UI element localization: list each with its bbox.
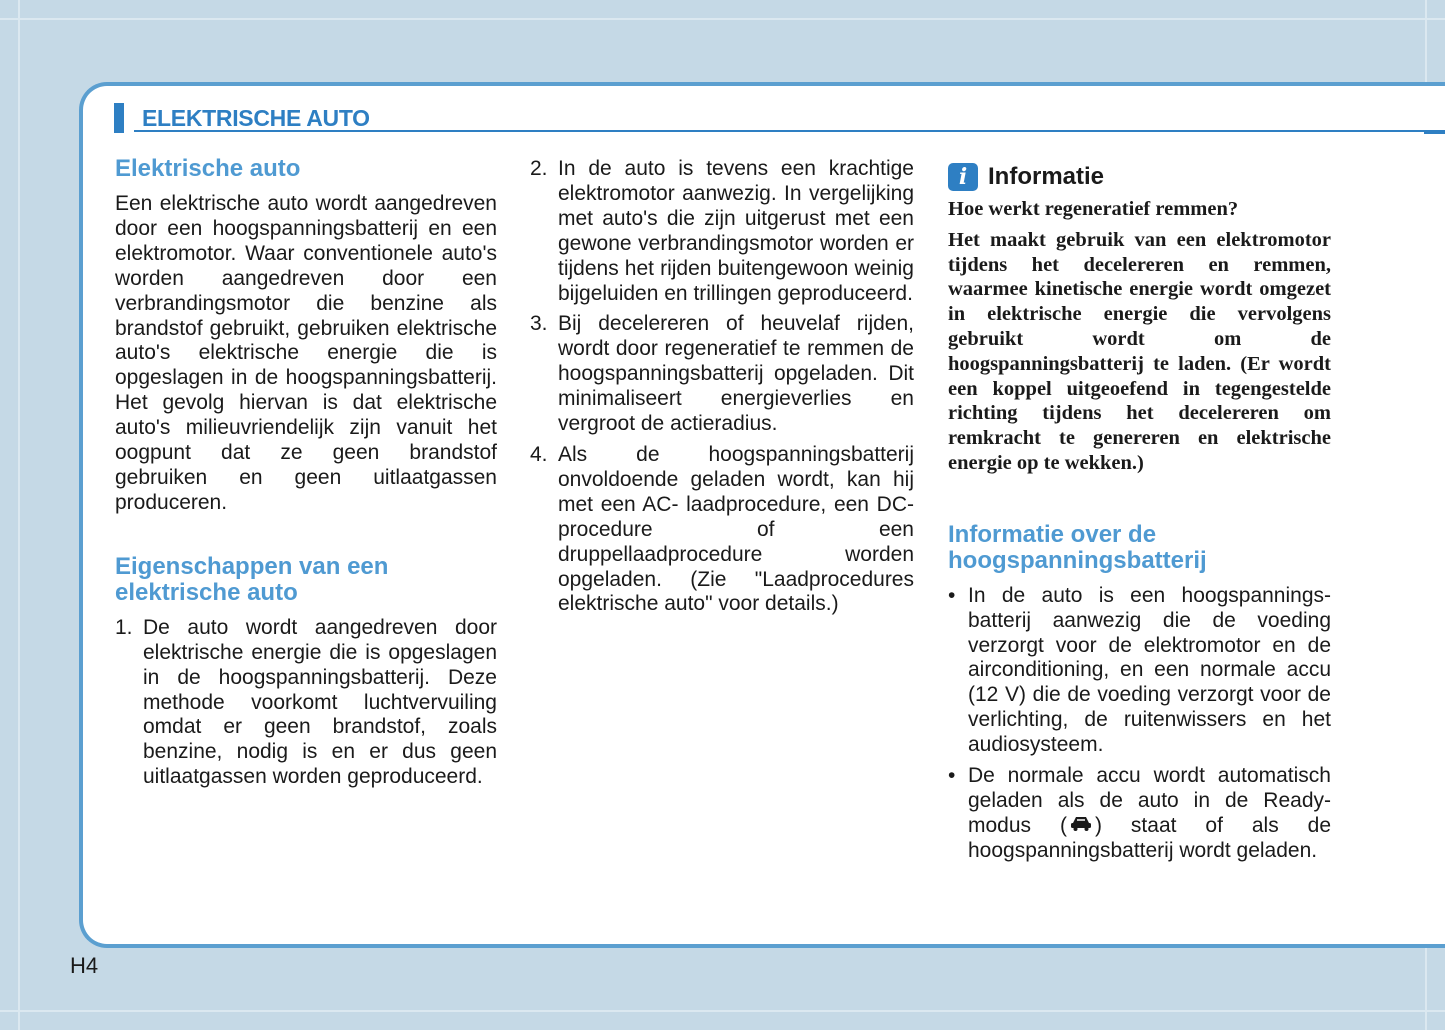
list-text: Bij decelereren of heuvelaf rijden, wordt door regeneratief te remmen de hoogspanningsbatterij opgeladen. Dit minimaliseert energieverlies en vergroot de actieradius. (558, 312, 914, 436)
info-icon: i (948, 163, 978, 191)
bullet-dot: • (948, 583, 956, 607)
properties-list (115, 616, 497, 790)
list-number: 1. (115, 615, 133, 639)
list-item (530, 157, 914, 306)
ready-mode-car-icon (1069, 814, 1093, 839)
list-number: 4. (530, 442, 548, 466)
bg-line (0, 18, 1445, 20)
bullet-text-part1: De normale accu wordt automatisch geladen als de auto in de Ready-modus ( (968, 764, 1331, 837)
info-header (948, 163, 1331, 191)
bullet-text (968, 764, 1331, 864)
heading-electric-car: Elektrische auto (115, 155, 301, 182)
header-tab (1424, 130, 1445, 134)
right-column (948, 163, 1331, 870)
header-rule (134, 130, 1424, 132)
list-text: Als de hoogspanningsbatterij onvoldoende geladen wordt, kan hij met een AC- laadprocedure, een DC-procedure of een druppellaadprocedure worden opgeladen. (Zie "Laadprocedures elektrische auto" voor details.) (558, 442, 914, 616)
list-item (530, 312, 914, 437)
info-body: Het maakt gebruik van een elektromotor tijdens het decelereren en remmen, waarmee kinetische energie wordt omgezet in elektrische energie die vervolgens gebruikt wordt om de hoogspanningsbatterij te laden. (Er wordt een koppel uitgeoefend in tegengestelde richting tijdens het decelereren om remkracht te genereren en elektrische energie op te wekken.) (948, 228, 1331, 474)
bg-line (0, 1010, 1445, 1012)
heading-battery-line1: Informatie over de (948, 520, 1157, 548)
list-text: De auto wordt aangedreven door elektrische energie die is opgeslagen in de hoogspanningsbatterij. Deze methode voorkomt luchtvervuiling omdat er geen brandstof, zoals benzine, nodig is en er dus geen uitlaatgassen worden geproduceerd. (143, 615, 497, 789)
heading-battery-info (948, 522, 1331, 574)
intro-paragraph: Een elektrische auto wordt aangedreven door een hoogspanningsbatterij en een elektromotor. Waar conventionele auto's worden aangedreven door een verbrandingsmotor die benzine als brandstof gebruikt, gebruiken elektrische auto's elektrische energie die is opgeslagen in de hoogspanningsbatterij. Het gevolg hiervan is dat elektrische auto's milieuvriendelijk zijn vanuit het oogpunt dat ze geen brandstof gebruiken en geen uitlaatgassen produceren. (115, 192, 497, 514)
list-text: In de auto is tevens een krachtige elektromotor aanwezig. In vergelijking met auto's die zijn uitgerust met een gewone verbrandingsmotor worden er tijdens het rijden buitengewoon weinig bijgeluiden en trillingen geproduceerd. (558, 157, 914, 305)
bg-line (18, 0, 20, 1030)
heading-battery-line2: hoogspanningsbatterij (948, 546, 1207, 574)
bullet-item (948, 584, 1331, 758)
info-title: Informatie (988, 162, 1105, 190)
header-bar (114, 103, 124, 133)
info-question: Hoe werkt regeneratief remmen? (948, 198, 1239, 220)
list-item (115, 616, 497, 790)
list-item (530, 443, 914, 617)
section-title: ELEKTRISCHE AUTO (142, 104, 370, 131)
section-header (114, 103, 370, 133)
left-column (115, 156, 497, 796)
bullet-text: In de auto is een hoogspannings-batterij aanwezig die de voeding verzorgt voor de elektromotor en de airconditioning, en een normale accu (12 V) die de voeding verzorgt voor de verlichting, de ruitenwissers en het audiosysteem. (968, 583, 1331, 757)
heading-properties (115, 554, 497, 606)
bullet-item (948, 764, 1331, 864)
bullet-text-part2: ) staat of als de hoogspanningsbatterij wordt geladen. (968, 813, 1332, 862)
heading-properties-line1: Eigenschappen van een (115, 552, 389, 580)
page-number: H4 (70, 953, 99, 978)
bullet-dot: • (948, 764, 956, 788)
list-number: 2. (530, 157, 548, 180)
heading-properties-line2: elektrische auto (115, 578, 298, 606)
properties-list-continued (530, 157, 914, 617)
list-number: 3. (530, 312, 548, 336)
middle-column (530, 157, 914, 623)
battery-bullets (948, 584, 1331, 864)
